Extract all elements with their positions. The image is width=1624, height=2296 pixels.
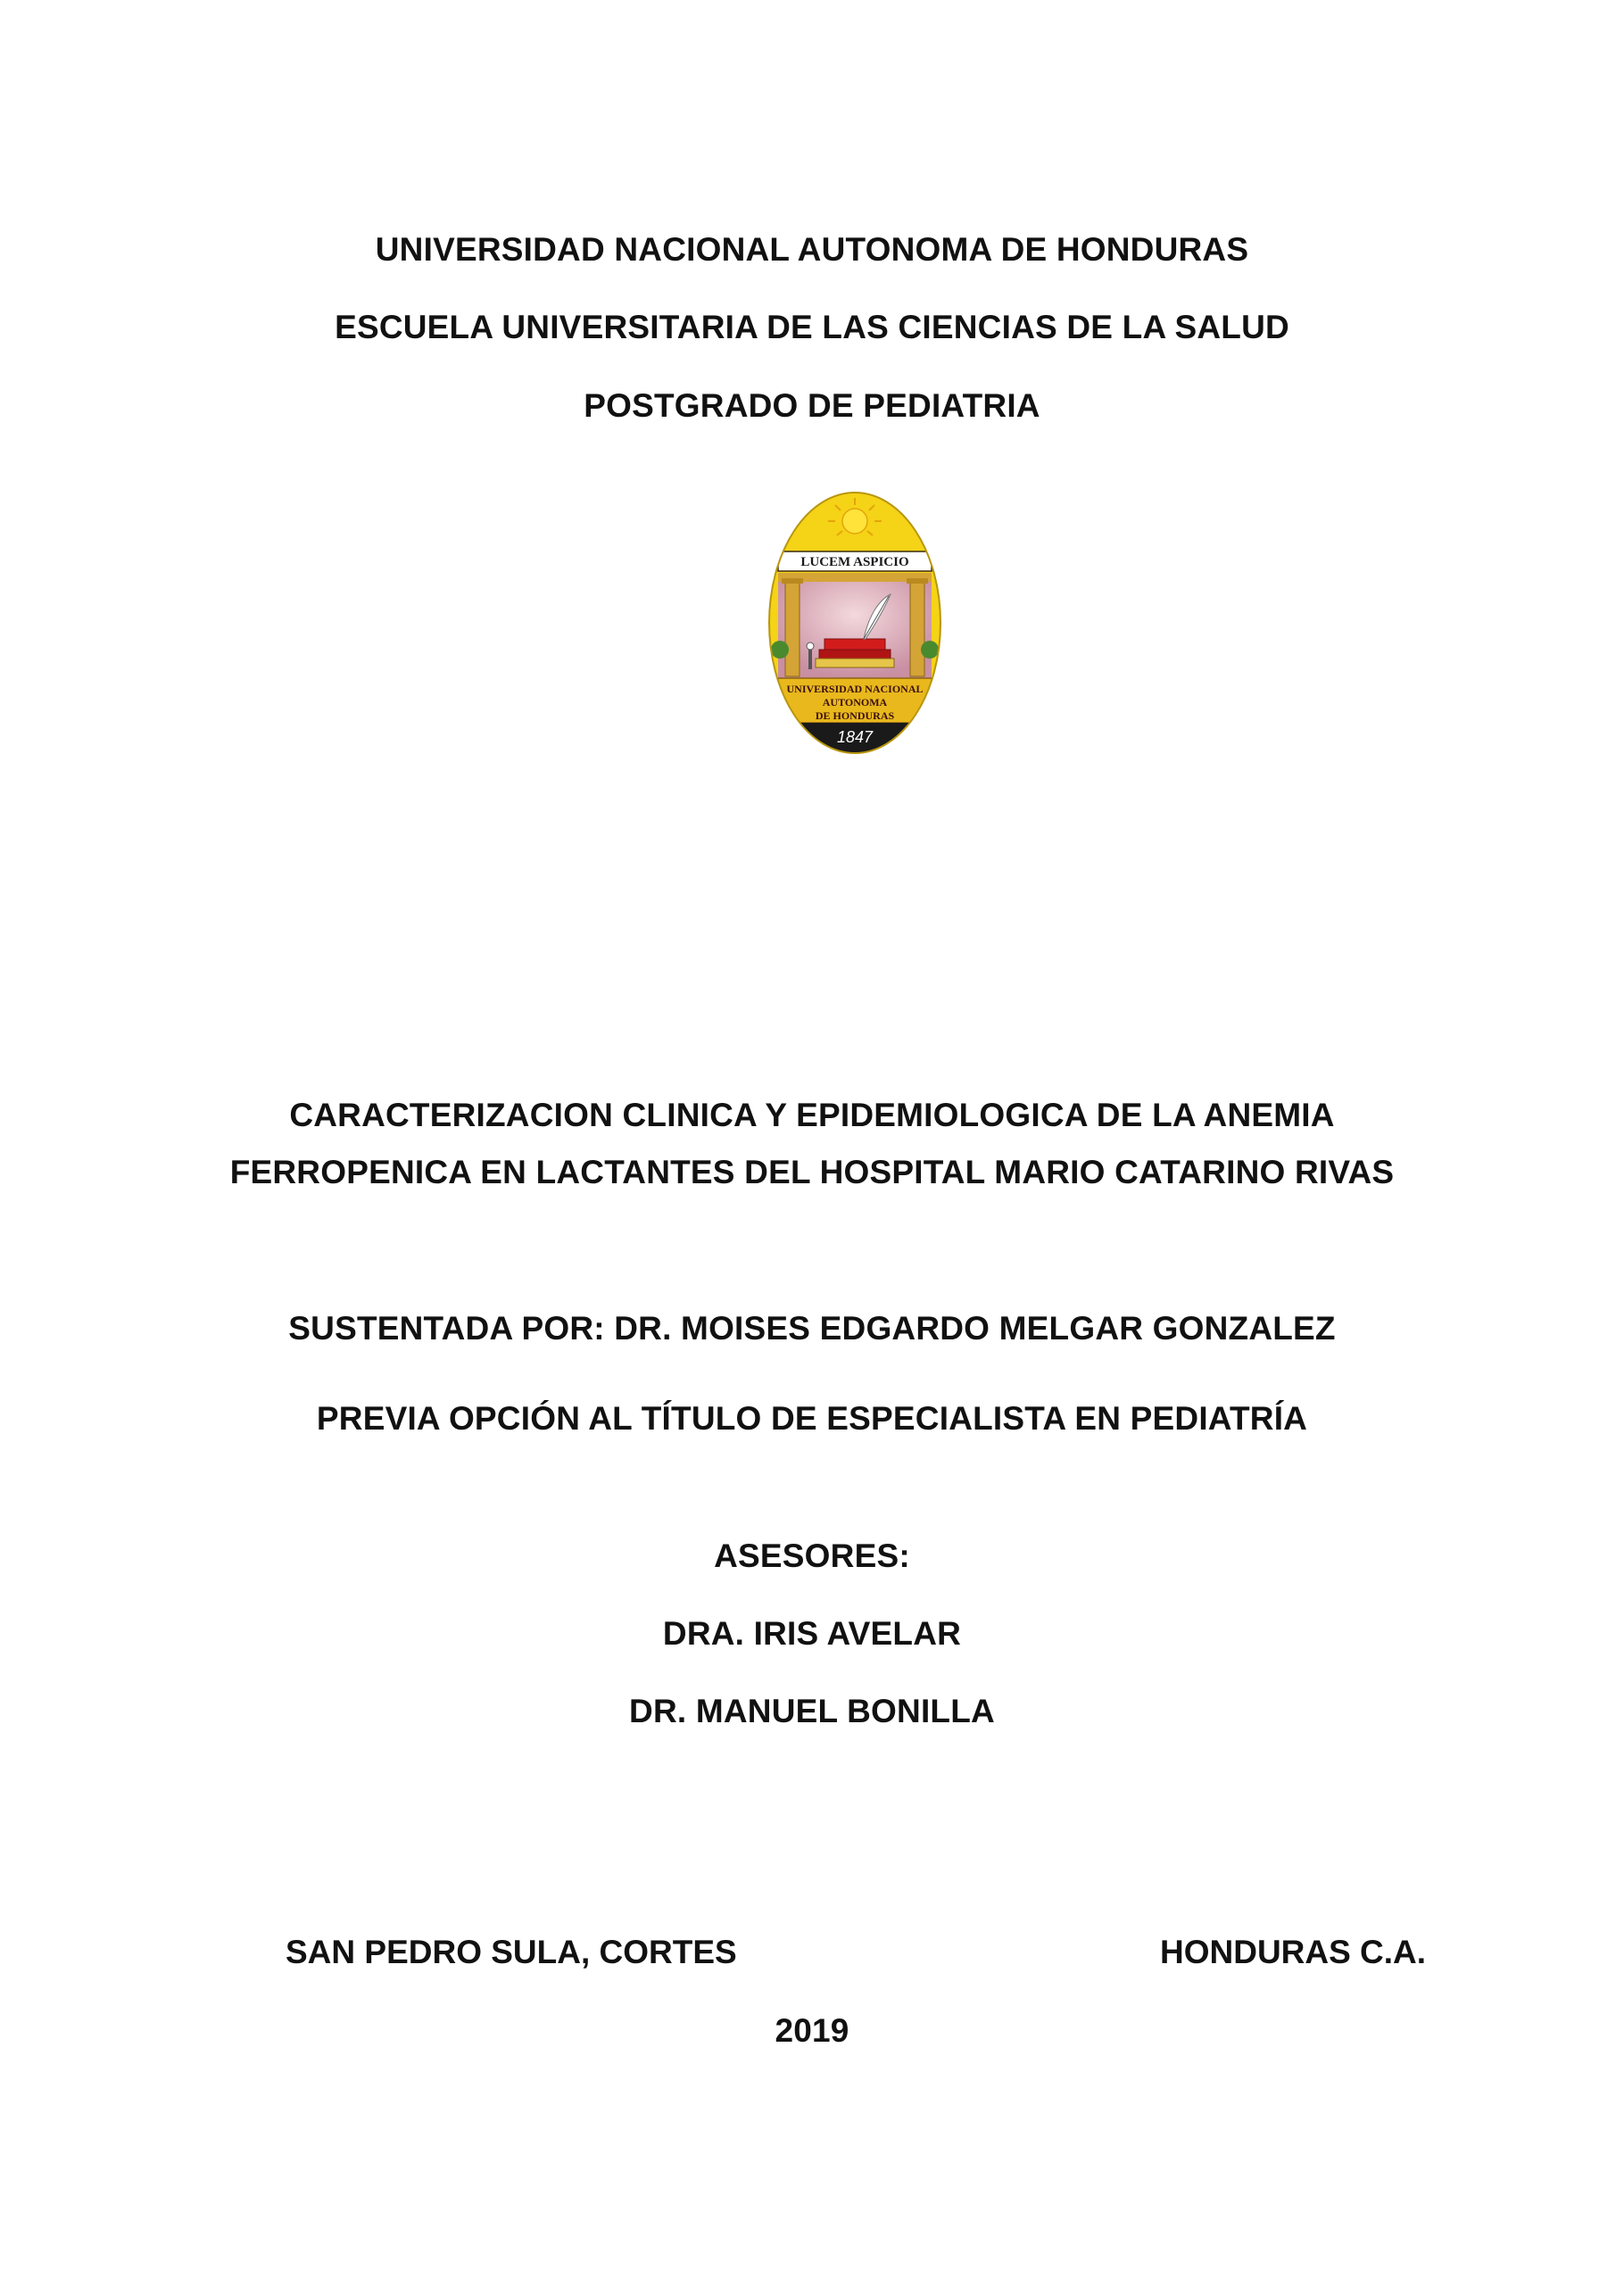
thesis-title-line1: CARACTERIZACION CLINICA Y EPIDEMIOLOGICA DE LA ANEMIA <box>289 1097 1335 1133</box>
school-name: ESCUELA UNIVERSITARIA DE LAS CIENCIAS DE LA SALUD <box>335 309 1289 345</box>
thesis-degree: PREVIA OPCIÓN AL TÍTULO DE ESPECIALISTA EN PEDIATRÍA <box>316 1400 1308 1437</box>
seal-year: 1847 <box>836 728 874 746</box>
thesis-author: SUSTENTADA POR: DR. MOISES EDGARDO MELGAR GONZALEZ <box>288 1310 1336 1347</box>
advisor-name: DR. MANUEL BONILLA <box>629 1693 995 1729</box>
program-name: POSTGRADO DE PEDIATRIA <box>584 387 1040 424</box>
seal-name-line1: UNIVERSIDAD NACIONAL <box>786 683 924 695</box>
footer-year: 2019 <box>775 2012 849 2049</box>
seal-name-line3: DE HONDURAS <box>815 709 895 722</box>
seal-name-line2: AUTONOMA <box>822 696 888 709</box>
seal-motto: LUCEM ASPICIO <box>800 555 909 569</box>
footer-city: SAN PEDRO SULA, CORTES <box>286 1934 737 1970</box>
thesis-title-line2: FERROPENICA EN LACTANTES DEL HOSPITAL MARIO CATARINO RIVAS <box>229 1154 1395 1190</box>
advisors-label: ASESORES: <box>714 1538 910 1574</box>
university-name: UNIVERSIDAD NACIONAL AUTONOMA DE HONDURAS <box>375 231 1249 268</box>
footer-country: HONDURAS C.A. <box>1160 1934 1427 1970</box>
university-seal <box>766 489 944 757</box>
advisor-name: DRA. IRIS AVELAR <box>662 1615 962 1652</box>
